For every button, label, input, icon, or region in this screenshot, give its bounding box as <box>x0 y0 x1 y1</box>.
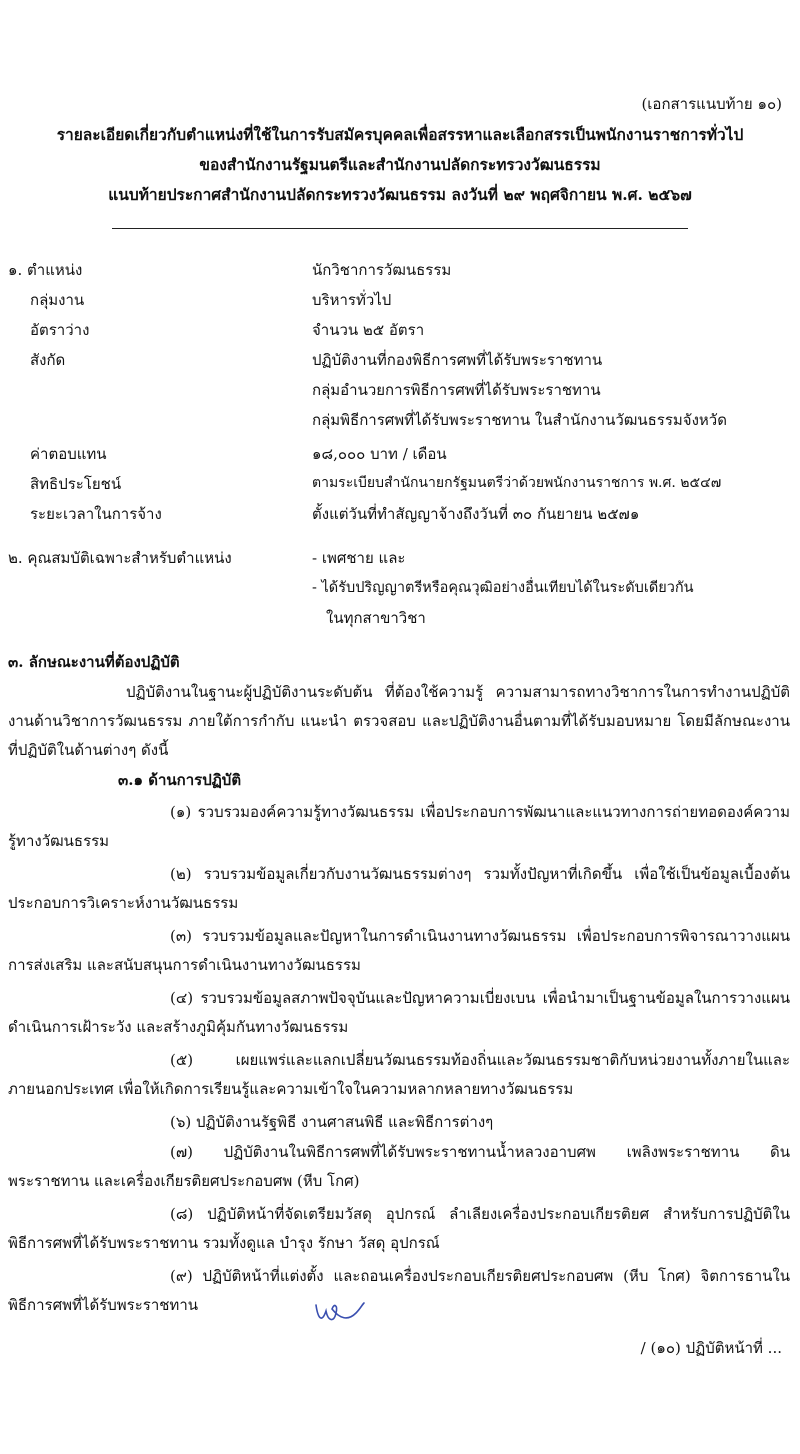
value-affiliation-3: กลุ่มพิธีการศพที่ได้รับพระราชทาน ในสำนักงานวัฒนธรรมจังหวัด <box>312 411 727 429</box>
duties-heading: ๓. ลักษณะงานที่ต้องปฏิบัติ <box>8 653 180 671</box>
label-position: ๑. ตำแหน่ง <box>8 261 83 279</box>
value-period: ตั้งแต่วันที่ทำสัญญาจ้างถึงวันที่ ๓๐ กันยายน ๒๕๗๑ <box>312 505 640 523</box>
value-group: บริหารทั่วไป <box>312 291 392 309</box>
duty-item: (๙) ปฏิบัติหน้าที่แต่งตั้ง และถอนเครื่องประกอบเกียรติยศประกอบศพ (หีบ โกศ) จิตการธานในพิธีการศพที่ได้รับพระราชทาน <box>8 1267 790 1314</box>
title-line-2: ของสำนักงานรัฐมนตรีและสำนักงานปลัดกระทรวงวัฒนธรรม <box>199 155 601 174</box>
title-line-1: รายละเอียดเกี่ยวกับตำแหน่งที่ใช้ในการรับสมัครบุคคลเพื่อสรรหาและเลือกสรรเป็นพนักงานราชการทั่วไป <box>56 125 744 144</box>
duty-item: (๘) ปฏิบัติหน้าที่จัดเตรียมวัสดุ อุปกรณ์ ลำเลียงเครื่องประกอบเกียรติยศ สำหรับการปฏิบัติในพิธีการศพที่ได้รับพระราชทาน รวมทั้งดูแล บำรุง รักษา วัสดุ อุปกรณ์ <box>8 1205 790 1252</box>
duty-item: (๗) ปฏิบัติงานในพิธีการศพที่ได้รับพระราชทานน้ำหลวงอาบศพ เพลิงพระราชทาน ดินพระราชทาน และเครื่องเกียรติยศประกอบศพ (หีบ โกศ) <box>8 1143 790 1190</box>
label-qualifications: ๒. คุณสมบัติเฉพาะสำหรับตำแหน่ง <box>8 549 232 567</box>
qualification-item-1: - เพศชาย และ <box>312 549 406 567</box>
continuation-note: / (๑๐) ปฏิบัติหน้าที่ ... <box>640 1339 782 1357</box>
label-pay: ค่าตอบแทน <box>30 445 107 463</box>
value-benefits: ตามระเบียบสำนักนายกรัฐมนตรีว่าด้วยพนักงานราชการ พ.ศ. ๒๕๔๗ <box>312 475 722 491</box>
value-affiliation-2: กลุ่มอำนวยการพิธีการศพที่ได้รับพระราชทาน <box>312 381 601 399</box>
header-divider <box>112 228 688 229</box>
value-position: นักวิชาการวัฒนธรรม <box>312 261 452 279</box>
label-affiliation: สังกัด <box>30 351 66 369</box>
annex-label: (เอกสารแนบท้าย ๑๐) <box>641 95 782 113</box>
duty-item: (๒) รวบรวมข้อมูลเกี่ยวกับงานวัฒนธรรมต่างๆ รวมทั้งปัญหาที่เกิดขึ้น เพื่อใช้เป็นข้อมูลเบื้องต้นประกอบการวิเคราะห์งานวัฒนธรรม <box>8 865 790 912</box>
duty-item: (๕) เผยแพร่และแลกเปลี่ยนวัฒนธรรมท้องถิ่นและวัฒนธรรมชาติกับหน่วยงานทั้งภายในและภายนอกประเทศ เพื่อให้เกิดการเรียนรู้และความเข้าใจในความหลากหลายทางวัฒนธรรม <box>8 1051 790 1098</box>
value-pay: ๑๘,๐๐๐ บาท / เดือน <box>312 445 447 463</box>
value-affiliation-1: ปฏิบัติงานที่กองพิธีการศพที่ได้รับพระราชทาน <box>312 351 603 369</box>
duties-sub-heading: ๓.๑ ด้านการปฏิบัติ <box>118 771 242 789</box>
value-vacancy: จำนวน ๒๕ อัตรา <box>312 321 425 339</box>
title-line-3: แนบท้ายประกาศสำนักงานปลัดกระทรวงวัฒนธรรม ลงวันที่ ๒๙ พฤศจิกายน พ.ศ. ๒๕๖๗ <box>108 185 692 204</box>
label-group: กลุ่มงาน <box>30 291 85 309</box>
duty-item: (๖) ปฏิบัติงานรัฐพิธี งานศาสนพิธี และพิธีการต่างๆ <box>170 1113 494 1131</box>
duty-item: (๑) รวบรวมองค์ความรู้ทางวัฒนธรรม เพื่อประกอบการพัฒนาและแนวทางการถ่ายทอดองค์ความรู้ทางวัฒนธรรม <box>8 803 790 850</box>
label-vacancy: อัตราว่าง <box>30 321 90 339</box>
duties-intro: ปฏิบัติงานในฐานะผู้ปฏิบัติงานระดับต้น ที่ต้องใช้ความรู้ ความสามารถทางวิชาการในการทำงานปฏิบัติงานด้านวิชาการวัฒนธรรม ภายใต้การกำกับ แนะนำ ตรวจสอบ และปฏิบัติงานอื่นตามที่ได้รับมอบหมาย โดยมีลักษณะงานที่ปฏิบัติในด้านต่างๆ ดังนี้ <box>8 683 790 759</box>
duty-item: (๓) รวบรวมข้อมูลและปัญหาในการดำเนินงานทางวัฒนธรรม เพื่อประกอบการพิจารณาวางแผนการส่งเสริม และสนับสนุนการดำเนินงานทางวัฒนธรรม <box>8 927 790 974</box>
label-period: ระยะเวลาในการจ้าง <box>30 505 162 523</box>
duty-item: (๔) รวบรวมข้อมูลสภาพปัจจุบันและปัญหาความเบี่ยงเบน เพื่อนำมาเป็นฐานข้อมูลในการวางแผนดำเนินการเฝ้าระวัง และสร้างภูมิคุ้มกันทางวัฒนธรรม <box>8 989 790 1036</box>
qualification-item-2-cont: ในทุกสาขาวิชา <box>326 609 426 627</box>
qualification-item-2: - ได้รับปริญญาตรีหรือคุณวุฒิอย่างอื่นเทียบได้ในระดับเดียวกัน <box>312 580 694 596</box>
label-benefits: สิทธิประโยชน์ <box>30 475 122 493</box>
initials-signature <box>312 1297 372 1331</box>
